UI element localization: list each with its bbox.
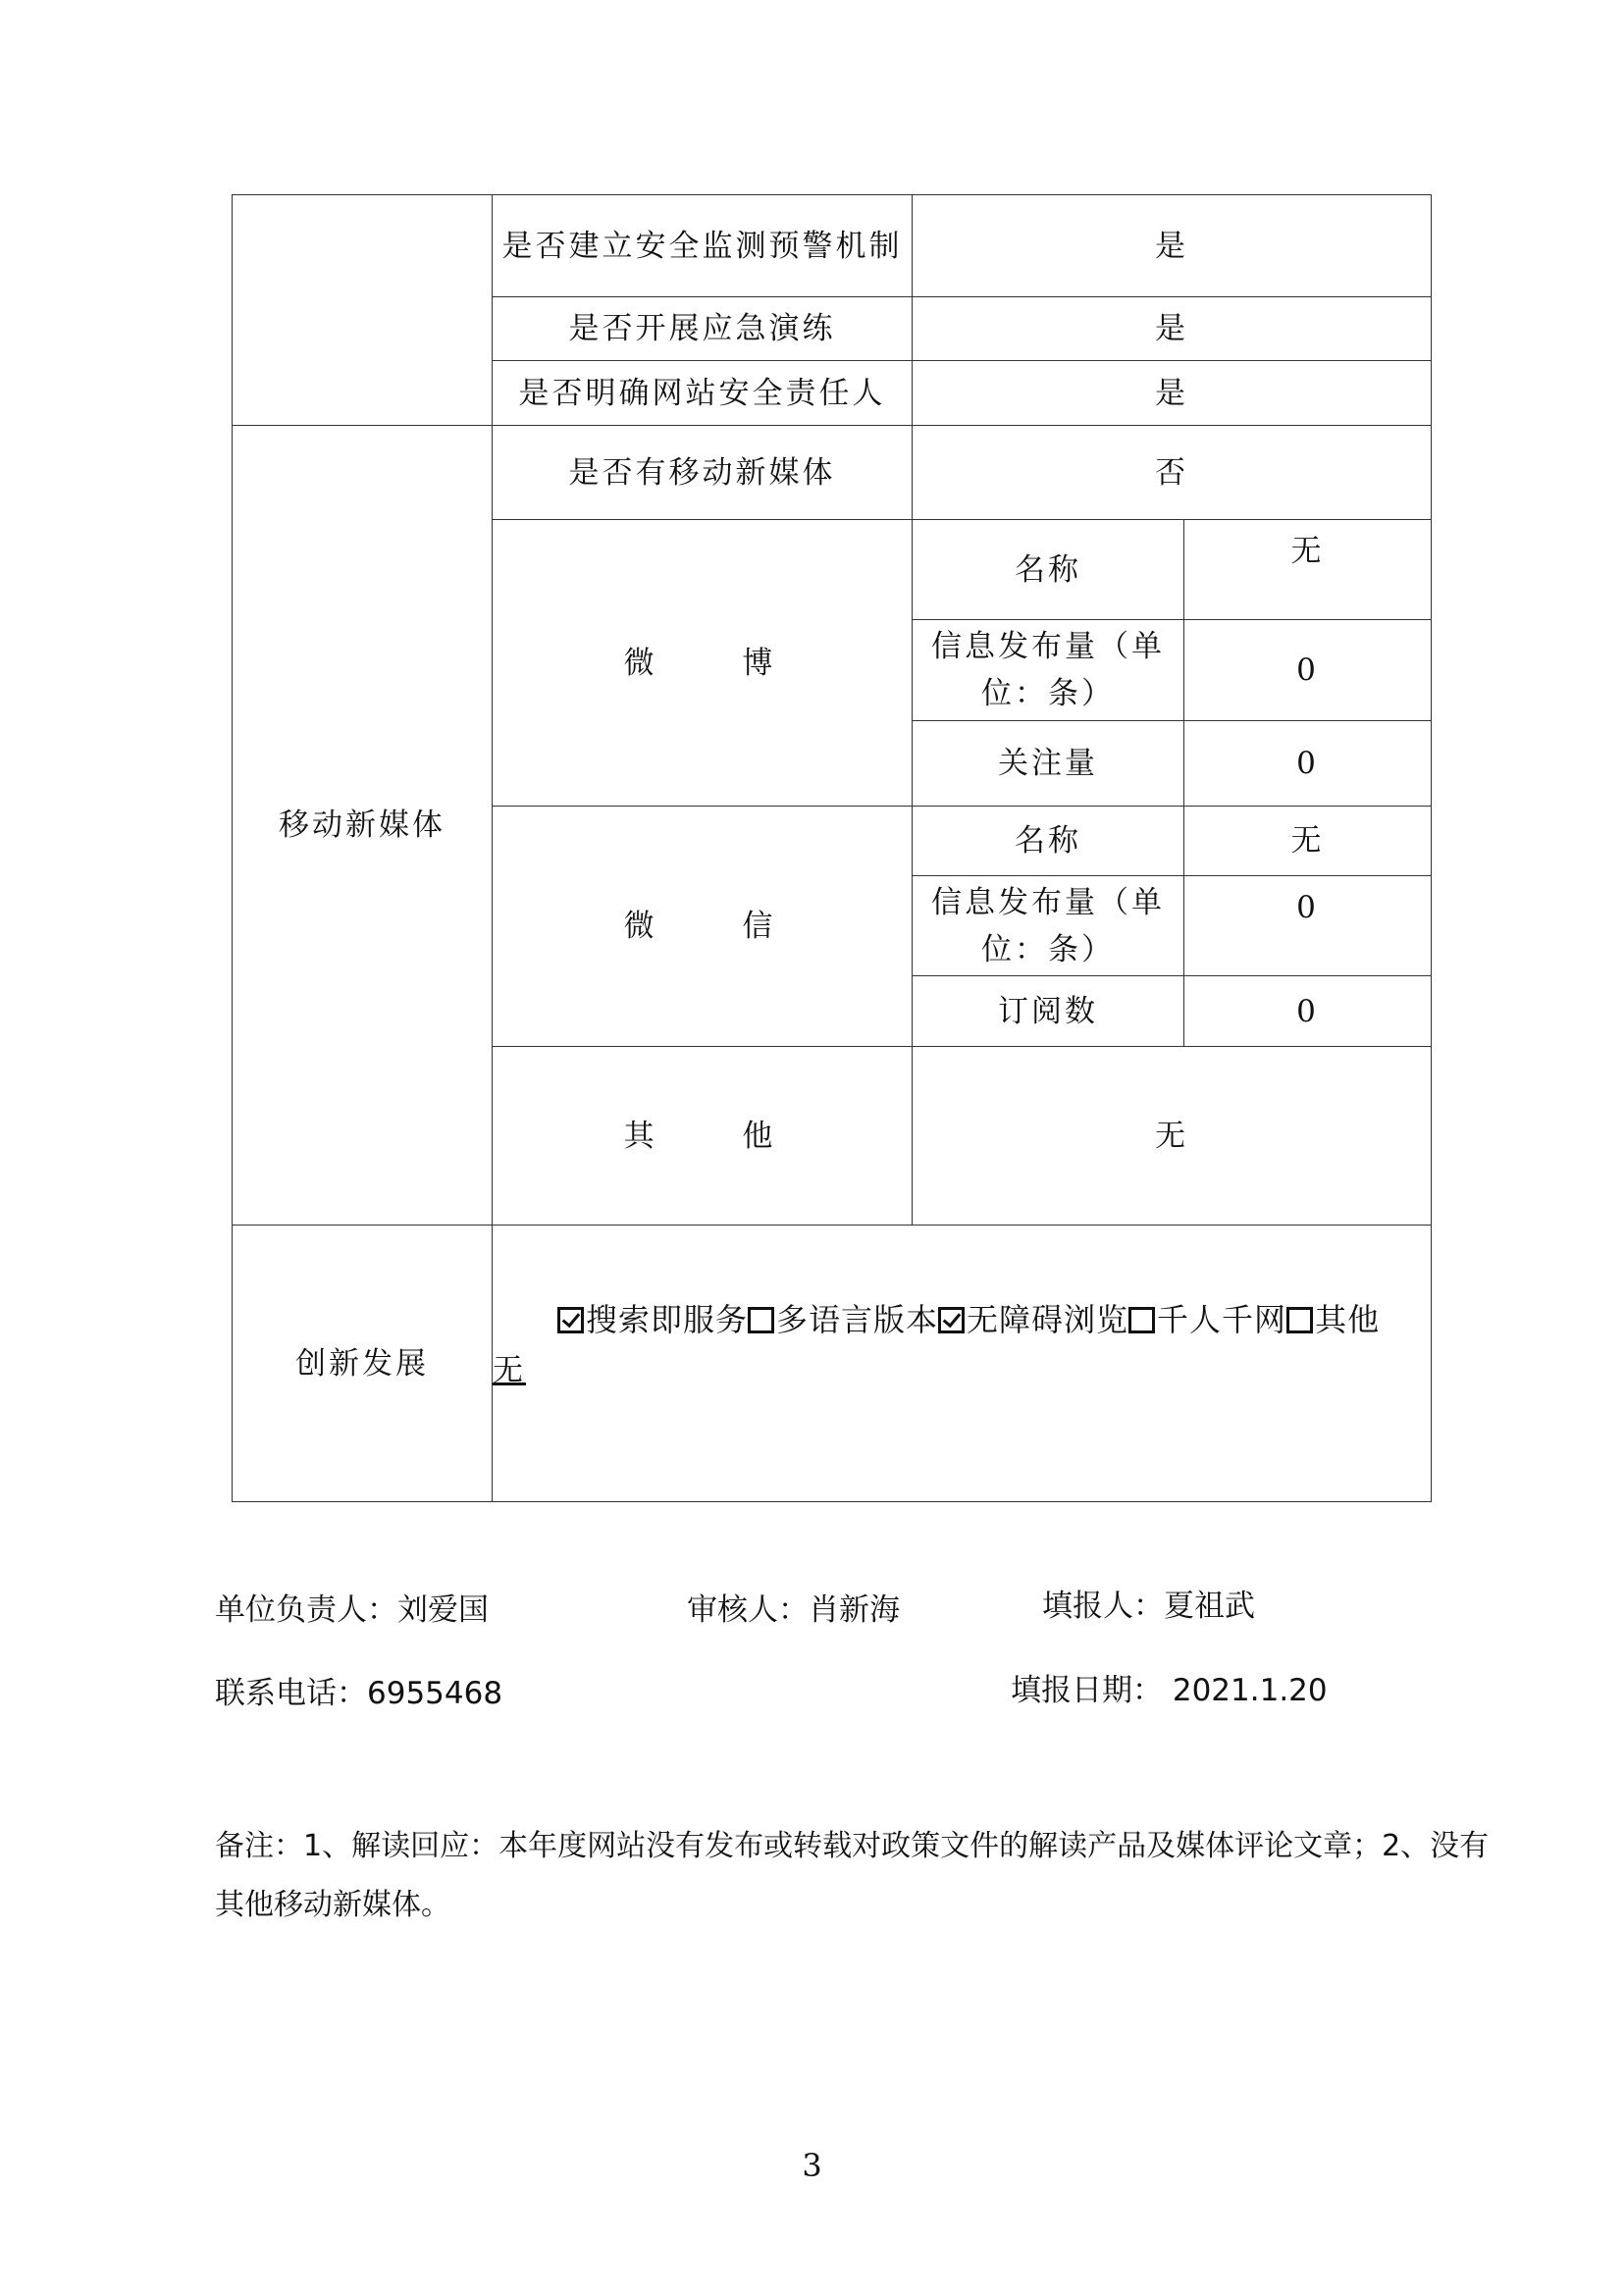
security-label: 是否建立安全监测预警机制 [493, 195, 913, 297]
report-table [232, 194, 1432, 1502]
wechat-name-label: 名称 [913, 807, 1184, 876]
reviewer: 审核人：肖新海 [687, 1592, 900, 1628]
contact-phone: 联系电话：6955468 [215, 1676, 503, 1711]
has-media-label: 是否有移动新媒体 [493, 426, 913, 520]
weibo-name-value: 无 [1184, 520, 1432, 620]
wechat-subs-label: 订阅数 [913, 976, 1184, 1047]
weibo-followers-value: 0 [1184, 721, 1432, 807]
option-label: 千人千网 [1157, 1301, 1287, 1338]
checkbox-empty-icon[interactable] [748, 1307, 774, 1333]
unit-head: 单位负责人：刘爱国 [215, 1592, 489, 1628]
security-value: 是 [913, 195, 1432, 297]
weibo-followers-label: 关注量 [913, 721, 1184, 807]
wechat-label: 微 信 [493, 807, 913, 1047]
option-label: 其他 [1315, 1301, 1381, 1338]
checkbox-checked-icon[interactable] [557, 1307, 584, 1333]
page-number: 3 [802, 2147, 822, 2184]
filler: 填报人：夏祖武 [1042, 1589, 1255, 1624]
weibo-label: 微 博 [493, 520, 913, 807]
weibo-name-label: 名称 [913, 520, 1184, 620]
wechat-posts-label: 信息发布量（单位：条） [913, 876, 1184, 976]
checkbox-checked-icon[interactable] [938, 1307, 965, 1333]
option-label: 搜索即服务 [586, 1301, 749, 1338]
security-label: 是否明确网站安全责任人 [493, 361, 913, 426]
weibo-posts-value: 0 [1184, 620, 1432, 721]
wechat-subs-value: 0 [1184, 976, 1432, 1047]
innovation-options-cell [493, 1226, 1432, 1502]
security-section-cell [233, 195, 493, 426]
fill-date: 填报日期： 2021.1.20 [1011, 1673, 1328, 1708]
other-media-value: 无 [913, 1047, 1432, 1226]
option-label: 多语言版本 [776, 1301, 939, 1338]
security-value: 是 [913, 361, 1432, 426]
option-label: 无障碍浏览 [967, 1301, 1129, 1338]
remarks: 备注：1、解读回应：本年度网站没有发布或转载对政策文件的解读产品及媒体评论文章；2、没有其他移动新媒体。 [215, 1829, 1490, 1922]
innovation-label: 创新发展 [233, 1226, 493, 1502]
wechat-posts-value: 0 [1184, 876, 1432, 976]
security-value: 是 [913, 297, 1432, 361]
has-media-value: 否 [913, 426, 1432, 520]
other-media-label: 其 他 [493, 1047, 913, 1226]
security-label: 是否开展应急演练 [493, 297, 913, 361]
weibo-posts-label: 信息发布量（单位：条） [913, 620, 1184, 721]
mobile-section-label: 移动新媒体 [233, 426, 493, 1226]
checkbox-empty-icon[interactable] [1128, 1307, 1155, 1333]
wechat-name-value: 无 [1184, 807, 1432, 876]
innovation-other-value: 无 [493, 1353, 526, 1388]
checkbox-empty-icon[interactable] [1286, 1307, 1313, 1333]
innovation-options [493, 1296, 1431, 1343]
